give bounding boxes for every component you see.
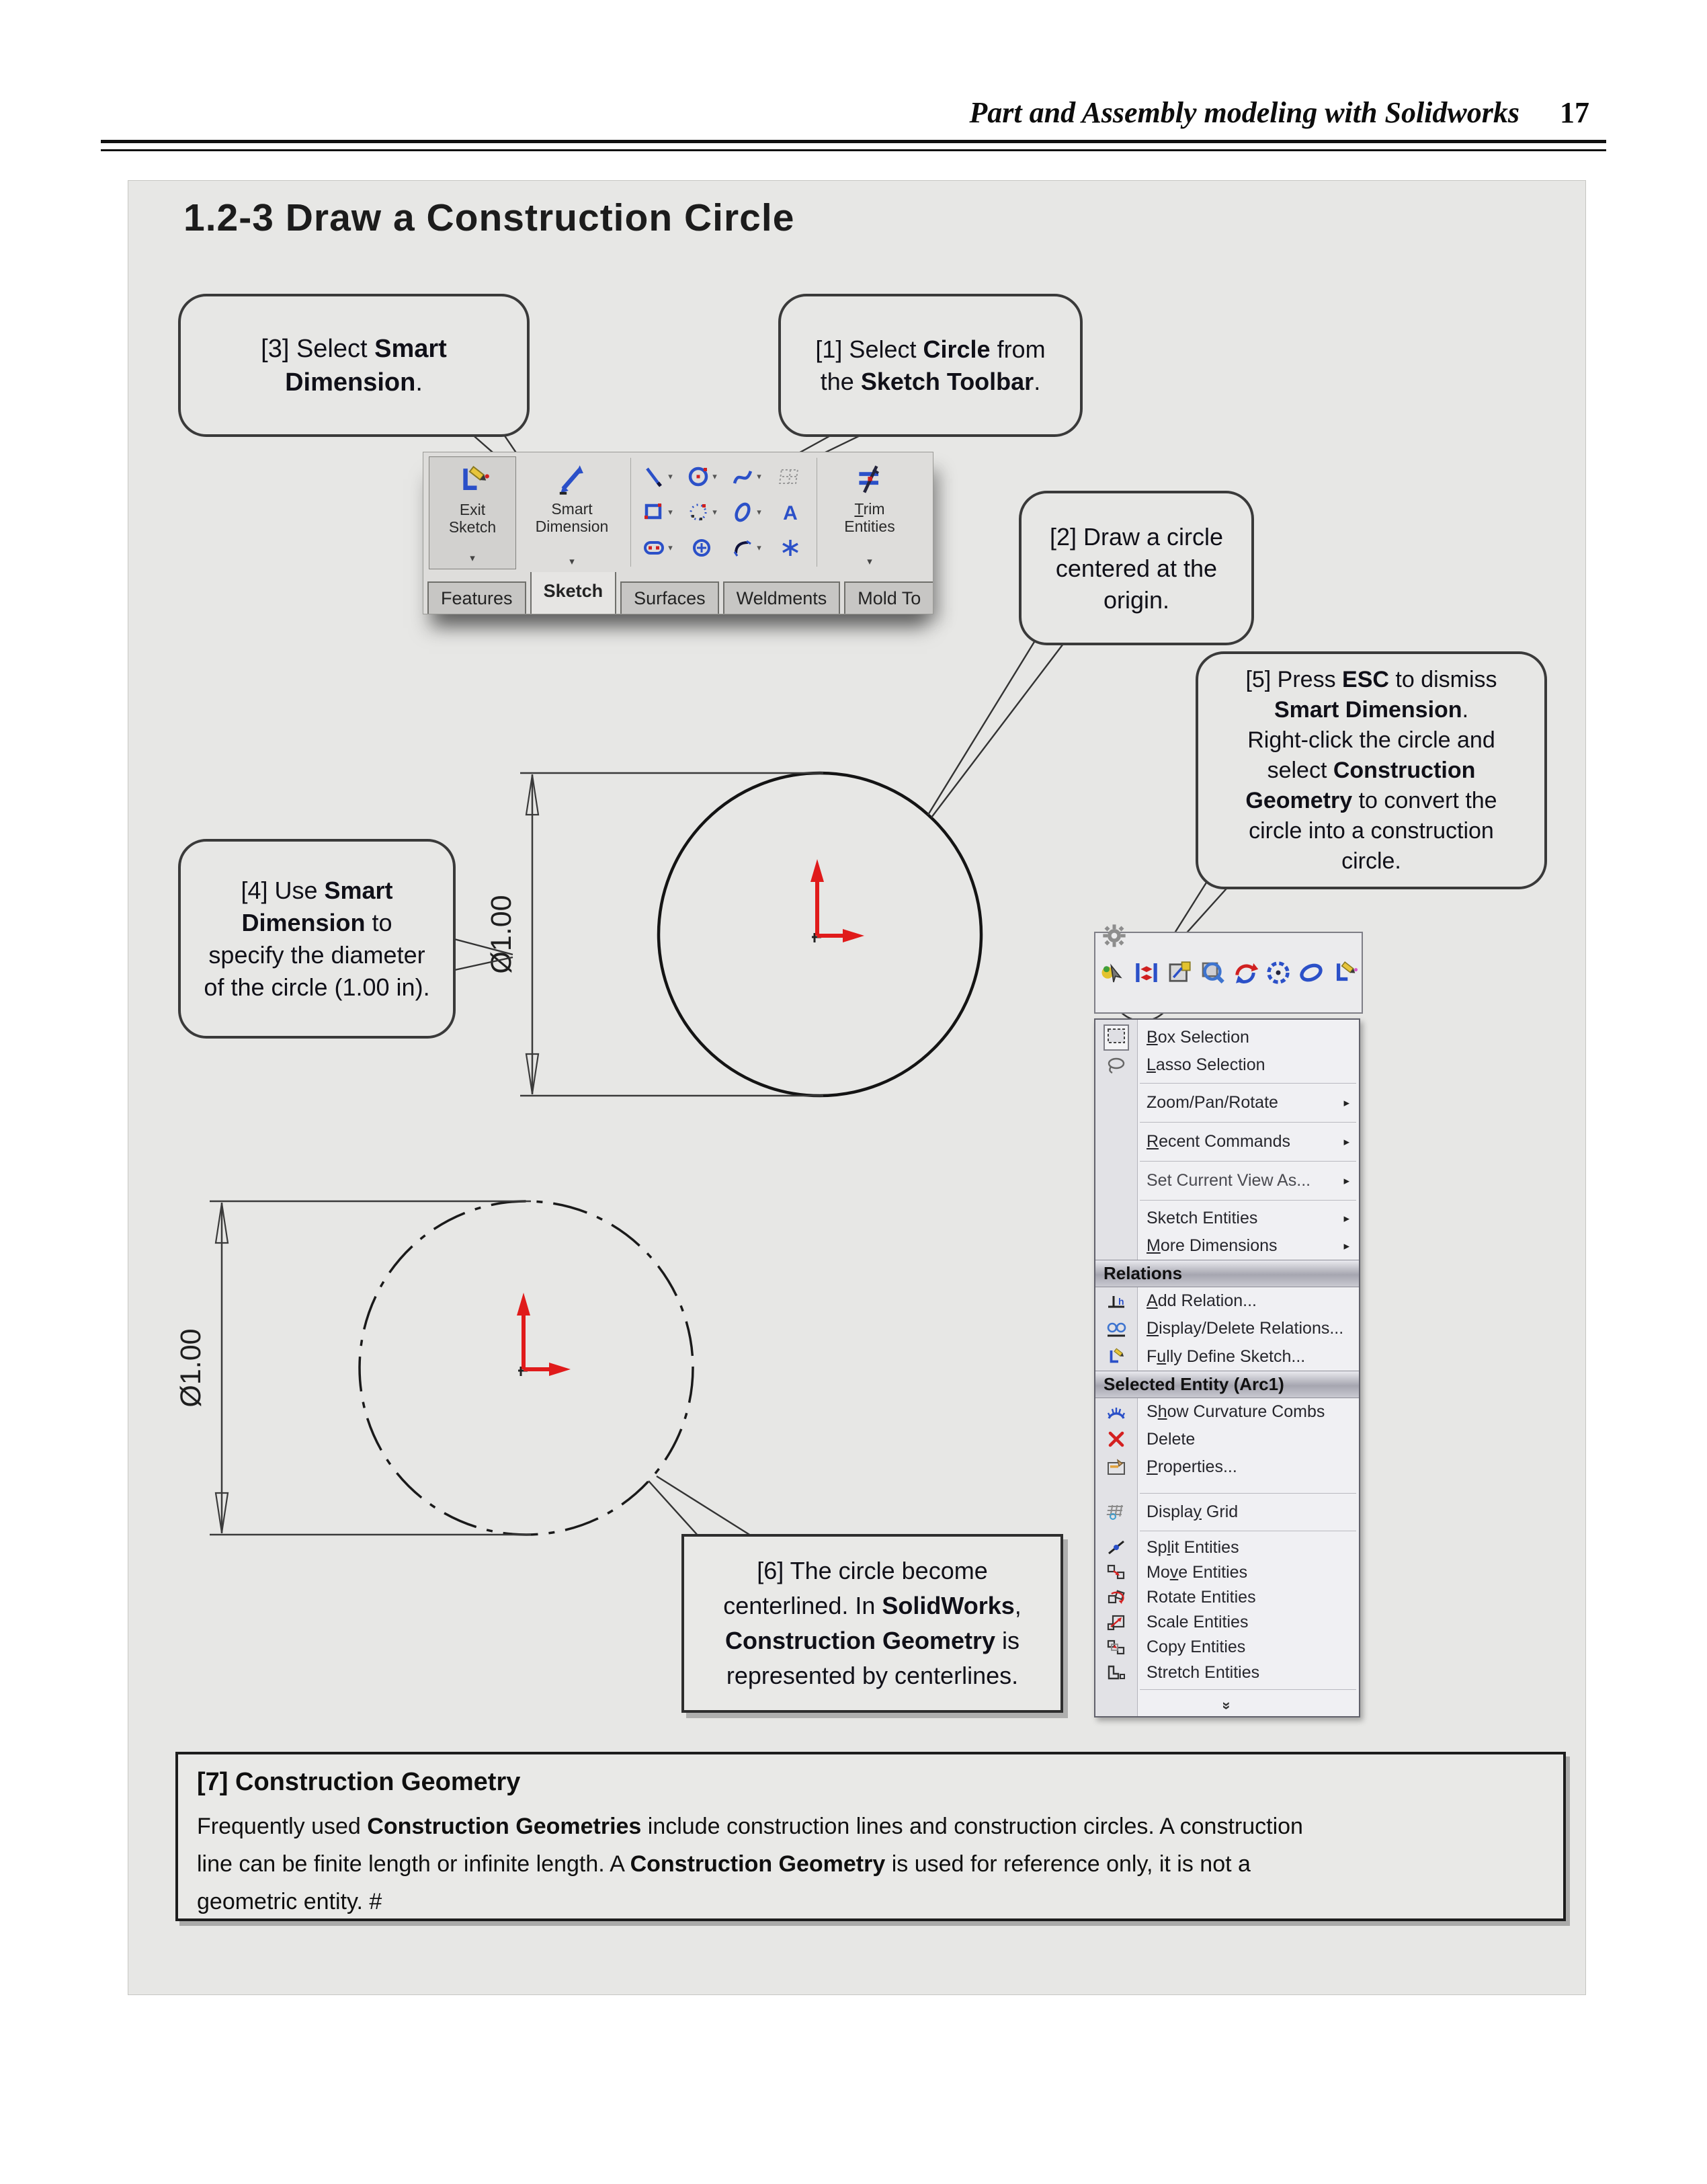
gear-icon bbox=[1101, 922, 1128, 953]
properties-icon bbox=[1095, 1457, 1137, 1476]
callout-3-text: [3] Select Smart Dimension. bbox=[261, 334, 447, 397]
menu-separator bbox=[1140, 1161, 1356, 1162]
spline-tool-dropdown[interactable]: ▾ bbox=[757, 471, 761, 482]
ellipse-tool-dropdown[interactable]: ▾ bbox=[757, 506, 761, 517]
menu-item-split-entities[interactable]: Split Entities bbox=[1095, 1535, 1359, 1560]
eyeglasses-icon bbox=[1095, 1320, 1137, 1338]
menu-item-show-curvature-combs[interactable]: Show Curvature Combs bbox=[1095, 1398, 1359, 1426]
exit-sketch-dropdown[interactable]: ▾ bbox=[470, 553, 475, 564]
add-relation-icon bbox=[1095, 1292, 1137, 1311]
callout-1-text: [1] Select Circle from the Sketch Toolbar. bbox=[815, 335, 1046, 395]
section-title: 1.2-3 Draw a Construction Circle bbox=[183, 196, 795, 239]
tab-surfaces[interactable]: Surfaces bbox=[620, 581, 719, 614]
lasso-selection-icon bbox=[1095, 1056, 1137, 1075]
sketch-icon[interactable] bbox=[1330, 959, 1358, 987]
svg-text:A: A bbox=[783, 501, 798, 524]
menu-item-lasso-selection[interactable]: Lasso Selection bbox=[1095, 1051, 1359, 1079]
sketch-toolbar bbox=[423, 452, 933, 614]
submenu-arrow-icon: ▸ bbox=[1343, 1174, 1349, 1187]
line-tool[interactable] bbox=[635, 459, 679, 495]
move-entities-icon bbox=[1095, 1564, 1137, 1581]
menu-item-sketch-entities[interactable]: Sketch Entities ▸ bbox=[1147, 1209, 1349, 1228]
submenu-arrow-icon: ▸ bbox=[1343, 1096, 1349, 1109]
stretch-entities-icon bbox=[1095, 1664, 1137, 1681]
trim-entities-dropdown[interactable]: ▾ bbox=[867, 556, 872, 567]
text-tool[interactable] bbox=[768, 495, 813, 530]
perimeter-circle-dropdown[interactable]: ▾ bbox=[712, 506, 717, 517]
note-7-box bbox=[175, 1752, 1566, 1921]
submenu-arrow-icon: ▸ bbox=[1343, 1135, 1349, 1148]
callout-2 bbox=[1019, 491, 1254, 645]
exit-sketch-label: Exit Sketch bbox=[448, 501, 497, 536]
menu-separator bbox=[1140, 1493, 1356, 1494]
fillet-tool[interactable] bbox=[724, 530, 768, 565]
mesh-tool[interactable] bbox=[768, 459, 813, 495]
header-rule bbox=[101, 140, 1606, 151]
context-toolbar bbox=[1094, 932, 1363, 1014]
menu-item-box-selection[interactable]: Box Selection bbox=[1095, 1024, 1359, 1051]
submenu-arrow-icon: ▸ bbox=[1343, 1211, 1349, 1225]
callout-1 bbox=[778, 294, 1083, 437]
delete-icon bbox=[1095, 1430, 1137, 1449]
note-7-title: [7] Construction Geometry bbox=[197, 1768, 521, 1796]
fillet-tool-dropdown[interactable]: ▾ bbox=[757, 542, 761, 553]
menu-expand-chevron[interactable]: » bbox=[1219, 1701, 1236, 1708]
trim-entities-icon bbox=[852, 462, 887, 500]
menu-item-copy-entities[interactable]: Copy Entities bbox=[1095, 1635, 1359, 1660]
menu-item-more-dimensions[interactable]: More Dimensions ▸ bbox=[1147, 1236, 1349, 1256]
rectangle-tool-dropdown[interactable]: ▾ bbox=[668, 506, 673, 517]
callout-3 bbox=[178, 294, 530, 437]
menu-item-display-grid[interactable]: Display Grid bbox=[1095, 1498, 1359, 1527]
tab-sketch[interactable]: Sketch bbox=[530, 572, 617, 614]
zoom-icon[interactable] bbox=[1198, 959, 1226, 987]
menu-item-display-delete-relations[interactable]: Display/Delete Relations... bbox=[1095, 1315, 1359, 1342]
menu-separator bbox=[1140, 1200, 1356, 1201]
callout-4 bbox=[178, 839, 456, 1039]
perimeter-circle-tool[interactable] bbox=[679, 495, 724, 530]
submenu-arrow-icon: ▸ bbox=[1343, 1239, 1349, 1252]
book-title: Part and Assembly modeling with Solidworks bbox=[969, 96, 1519, 129]
callout-2-text: [2] Draw a circle centered at the origin. bbox=[1049, 522, 1224, 614]
menu-item-rotate-entities[interactable]: Rotate Entities bbox=[1095, 1585, 1359, 1610]
callout-5 bbox=[1196, 651, 1547, 889]
box-selection-icon bbox=[1104, 1024, 1129, 1051]
exit-sketch-button[interactable] bbox=[429, 456, 516, 569]
toolbar-divider bbox=[630, 458, 631, 567]
curvature-combs-icon bbox=[1095, 1402, 1137, 1421]
menu-item-stretch-entities[interactable]: Stretch Entities bbox=[1095, 1660, 1359, 1685]
context-menu bbox=[1094, 1018, 1360, 1717]
menu-item-set-current-view[interactable]: Set Current View As... ▸ bbox=[1147, 1171, 1349, 1190]
tab-features[interactable]: Features bbox=[427, 581, 526, 614]
menu-separator bbox=[1140, 1689, 1356, 1690]
trim-entities-button[interactable] bbox=[820, 456, 919, 572]
smart-dimension-label: Smart Dimension bbox=[535, 500, 609, 535]
menu-item-move-entities[interactable]: Move Entities bbox=[1095, 1560, 1359, 1585]
menu-separator bbox=[1140, 1083, 1356, 1084]
command-manager-tabs bbox=[423, 572, 933, 614]
page-header bbox=[969, 95, 1589, 130]
menu-item-properties[interactable]: Properties... bbox=[1095, 1453, 1359, 1481]
menu-item-scale-entities[interactable]: Scale Entities bbox=[1095, 1610, 1359, 1635]
star-tool[interactable] bbox=[768, 530, 813, 565]
diameter-label-1: Ø1.00 bbox=[485, 895, 517, 974]
menu-item-zoom-pan-rotate[interactable]: Zoom/Pan/Rotate ▸ bbox=[1147, 1093, 1349, 1113]
circle-tool-dropdown[interactable]: ▾ bbox=[712, 471, 717, 482]
diameter-label-2: Ø1.00 bbox=[175, 1328, 207, 1408]
menu-item-add-relation[interactable]: h Add Relation... bbox=[1095, 1287, 1359, 1315]
menu-item-delete[interactable]: Delete bbox=[1095, 1426, 1359, 1453]
smart-dimension-dropdown[interactable]: ▾ bbox=[569, 556, 575, 567]
page-number: 17 bbox=[1560, 96, 1589, 129]
menu-item-recent-commands[interactable]: Recent Commands ▸ bbox=[1147, 1132, 1349, 1151]
display-grid-icon bbox=[1095, 1502, 1137, 1521]
fully-define-sketch-icon bbox=[1095, 1346, 1137, 1367]
menu-item-fully-define-sketch[interactable]: Fully Define Sketch... bbox=[1095, 1343, 1359, 1371]
sketch-plane-icon[interactable] bbox=[1165, 959, 1194, 987]
slot-tool[interactable] bbox=[635, 530, 679, 565]
line-tool-dropdown[interactable]: ▾ bbox=[668, 471, 673, 482]
smart-dimension-small-icon[interactable] bbox=[1132, 959, 1161, 987]
callout-5-text: [5] Press ESC to dismiss Smart Dimension. Right-click the circle and select Construction Geometry to convert the circle into a construction circle. bbox=[1245, 666, 1497, 874]
smart-dimension-button[interactable] bbox=[516, 456, 628, 572]
tab-mold-tools[interactable]: Mold To bbox=[844, 581, 933, 614]
exit-sketch-icon bbox=[455, 462, 490, 501]
centerpoint-circle-tool[interactable] bbox=[679, 530, 724, 565]
note-7-body: Frequently used Construction Geometries include construction lines and construction circles. A construction line can be finite length or infinite length. A Construction Geometry is used for reference only, it is not a geometric entity. # bbox=[197, 1814, 1303, 1914]
sketch-tools-grid bbox=[634, 452, 814, 572]
smart-dimension-icon bbox=[554, 462, 589, 500]
select-icon[interactable] bbox=[1099, 959, 1128, 987]
svg-text:h: h bbox=[1118, 1295, 1124, 1307]
callout-4-text: [4] Use Smart Dimension to specify the diameter of the circle (1.00 in). bbox=[204, 876, 430, 1001]
menu-section-selected-entity: Selected Entity (Arc1) bbox=[1095, 1371, 1359, 1398]
tab-weldments[interactable]: Weldments bbox=[723, 581, 841, 614]
menu-section-relations: Relations bbox=[1095, 1260, 1359, 1287]
slot-tool-dropdown[interactable]: ▾ bbox=[668, 542, 673, 553]
circle-tool-small-icon[interactable] bbox=[1264, 959, 1292, 987]
menu-separator bbox=[1140, 1122, 1356, 1123]
callout-6-text: [6] The circle become centerlined. In SolidWorks, Construction Geometry is represented by centerlines. bbox=[723, 1557, 1022, 1689]
callout-6 bbox=[681, 1534, 1063, 1713]
scale-entities-icon bbox=[1095, 1614, 1137, 1631]
trim-entities-label: Trim Entities bbox=[844, 500, 895, 535]
copy-entities-icon bbox=[1095, 1639, 1137, 1656]
ellipse-tool[interactable] bbox=[724, 495, 768, 530]
rotate-entities-icon bbox=[1095, 1589, 1137, 1607]
rectangle-tool[interactable] bbox=[635, 495, 679, 530]
ellipse-tool-small-icon[interactable] bbox=[1297, 959, 1325, 987]
rotate-view-icon[interactable] bbox=[1231, 959, 1259, 987]
circle-tool[interactable] bbox=[679, 459, 724, 495]
split-entities-icon bbox=[1095, 1539, 1137, 1556]
spline-tool[interactable] bbox=[724, 459, 768, 495]
